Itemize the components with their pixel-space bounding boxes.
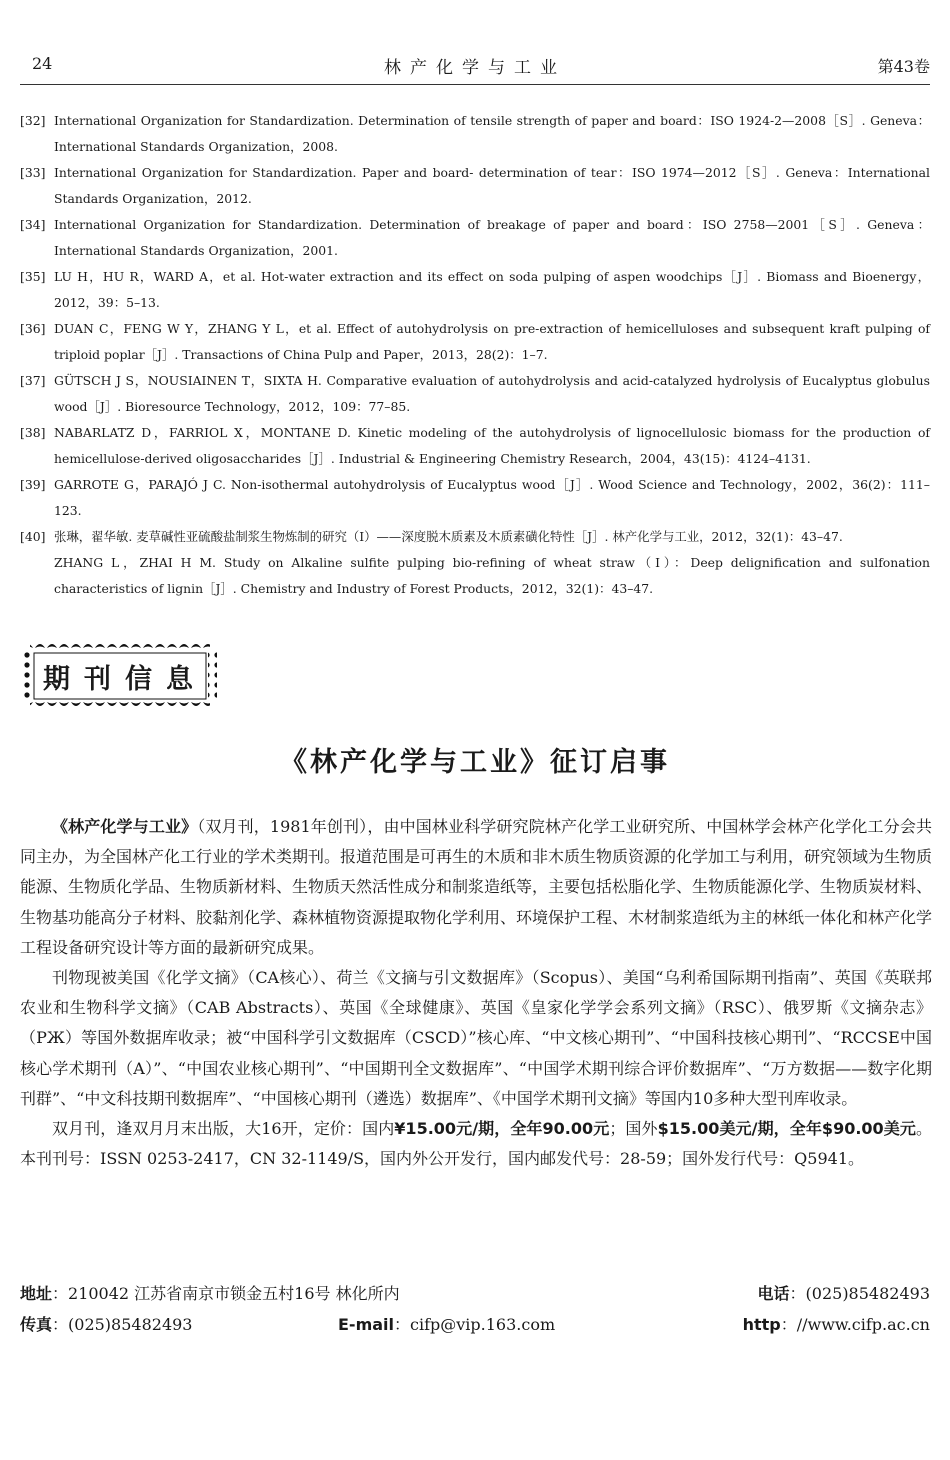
header-rule xyxy=(20,84,930,85)
phone-value: ：(025)85482493 xyxy=(789,1284,930,1303)
notice-paragraph-intro xyxy=(20,812,932,963)
volume-number: 第43卷 xyxy=(877,57,930,76)
reference-item xyxy=(20,524,930,602)
journal-name-bold: 《林产化学与工业》 xyxy=(52,817,198,836)
notice-title: 《林产化学与工业》征订启事 xyxy=(280,747,670,778)
reference-text-english: ZHANG L，ZHAI H M. Study on Alkaline sulfite pulping bio-refining of wheat straw（Ⅰ）：Deep delignification and sulfonation characteristics of lignin［J］. Chemistry and Industry of Forest Products，2012，32(1)：43–47. xyxy=(54,555,930,596)
domestic-price: ¥15.00元/期，全年90.00元 xyxy=(394,1119,610,1139)
website-value: ：//www.cifp.ac.cn xyxy=(780,1315,930,1334)
address xyxy=(20,1281,400,1304)
fax-label: 传真 xyxy=(20,1315,53,1334)
reference-text: LU H，HU R，WARD A，et al. Hot-water extraction and its effect on soda pulping of aspen woodchips［J］. Biomass and Bioenergy，2012，39：5–13. xyxy=(54,269,930,310)
reference-item xyxy=(20,264,930,316)
reference-text: GÜTSCH J S，NOUSIAINEN T，SIXTA H. Comparative evaluation of autohydrolysis and acid-catalyzed hydrolysis of Eucalyptus globulus wood［J］. Bioresource Technology，2012，109：77–85. xyxy=(54,373,930,414)
reference-number: [35] xyxy=(20,269,46,284)
website-label: http xyxy=(742,1315,781,1334)
reference-item xyxy=(20,108,930,160)
email xyxy=(338,1312,555,1335)
reference-item xyxy=(20,160,930,212)
reference-text: International Organization for Standardization. Determination of tensile strength of paper and board：ISO 1924-2—2008［S］. Geneva：International Standards Organization，2008. xyxy=(54,113,930,154)
contact-row-1 xyxy=(20,1281,930,1307)
reference-text: DUAN C，FENG W Y，ZHANG Y L，et al. Effect of autohydrolysis on pre-extraction of hemicelluloses and subsequent kraft pulping of triploid poplar［J］. Transactions of China Pulp and Paper，2013，28(2)：1–7. xyxy=(54,321,930,362)
subscription-text: 双月刊，逢双月月末出版，大16开，定价：国内 xyxy=(52,1119,395,1139)
phone xyxy=(758,1281,930,1304)
fax-value: ：(025)85482493 xyxy=(52,1315,193,1334)
phone-label: 电话 xyxy=(757,1284,790,1303)
reference-number: [39] xyxy=(20,477,46,492)
contact-row-2 xyxy=(20,1312,930,1338)
reference-item xyxy=(20,472,930,524)
issn-text: 。本刊刊号：ISSN 0253-2417，CN 32-1149/S，国内外公开发行，国内邮发代号：28-59；国外发行代号：Q5941。 xyxy=(20,1119,932,1169)
reference-item xyxy=(20,212,930,264)
page-number: 24 xyxy=(32,54,53,73)
notice-body xyxy=(20,812,932,1174)
reference-list xyxy=(20,108,930,602)
reference-number: [38] xyxy=(20,425,46,440)
reference-text: GARROTE G，PARAJÓ J C. Non-isothermal autohydrolysis of Eucalyptus wood［J］. Wood Science and Technology，2002，36(2)：111–123. xyxy=(54,477,930,518)
notice-paragraph-subscription xyxy=(20,1114,932,1174)
reference-number: [40] xyxy=(20,529,46,544)
subscription-text: ；国外 xyxy=(609,1119,658,1139)
reference-text: International Organization for Standardization. Determination of breakage of paper and board：ISO 2758—2001［S］. Geneva：International Standards Organization，2001. xyxy=(54,217,930,258)
running-header xyxy=(20,50,930,80)
reference-number: [34] xyxy=(20,217,46,232)
section-banner xyxy=(22,640,218,712)
intro-text: （双月刊，1981年创刊），由中国林业科学研究院林产化学工业研究所、中国林学会林产化学化工分会共同主办，为全国林产化工行业的学术类期刊。报道范围是可再生的木质和非木质生物质资源的化学加工与利用，研究领域为生物质能源、生物质化学品、生物质新材料、生物质天然活性成分和制浆造纸等，主要包括松脂化学、生物质能源化学、生物质炭材料、生物基功能高分子材料、胶黏剂化学、森林植物资源提取物化学利用、环境保护工程、木材制浆造纸为主的林纸一体化和林产化学工程设备研究设计等方面的最新研究成果。 xyxy=(20,817,933,957)
reference-number: [36] xyxy=(20,321,46,336)
website xyxy=(743,1312,930,1335)
reference-number: [32] xyxy=(20,113,46,128)
reference-text: 张琳，翟华敏. 麦草碱性亚硫酸盐制浆生物炼制的研究（Ⅰ）——深度脱木质素及木质素磺化特性［J］. 林产化学与工业，2012，32(1)：43–47. xyxy=(54,529,843,544)
address-value: ：210042 江苏省南京市锁金五村16号 林化所内 xyxy=(52,1284,400,1303)
reference-number: [37] xyxy=(20,373,46,388)
banner-label: 期刊信息 xyxy=(43,664,207,695)
reference-number: [33] xyxy=(20,165,46,180)
email-value: ：cifp@vip.163.com xyxy=(394,1315,556,1334)
foreign-price: $15.00美元/期，全年$90.00美元 xyxy=(657,1119,916,1139)
reference-item xyxy=(20,420,930,472)
notice-paragraph-indexing: 刊物现被美国《化学文摘》（CA核心）、荷兰《文摘与引文数据库》（Scopus）、美国“乌利希国际期刊指南”、英国《英联邦农业和生物科学文摘》（CAB Abstracts）、英国《全球健康》、英国《皇家化学学会系列文摘》（RSC）、俄罗斯《文摘杂志》（РЖ）等国外数据库收录；被“中国科学引文数据库（CSCD）”核心库、“中文核心期刊”、“中国科技核心期刊”、“RCCSE中国核心学术期刊（A）”、“中国农业核心期刊”、“中国期刊全文数据库”、“中国学术期刊综合评价数据库”、“万方数据——数字化期刊群”、“中文科技期刊数据库”、“中国核心期刊（遴选）数据库”、《中国学术期刊文摘》等国内10多种大型刊库收录。 xyxy=(20,968,932,1108)
reference-text: International Organization for Standardization. Paper and board- determination of tear：ISO 1974—2012［S］. Geneva：International Standards Organization，2012. xyxy=(54,165,930,206)
email-label: E-mail xyxy=(338,1315,395,1334)
fax xyxy=(20,1312,192,1335)
reference-item xyxy=(20,368,930,420)
reference-item xyxy=(20,316,930,368)
reference-text: NABARLATZ D，FARRIOL X，MONTANE D. Kinetic modeling of the autohydrolysis of lignocellulosic biomass for the production of hemicellulose-derived oligosaccharides［J］. Industrial & Engineering Chemistry Research，2004，43(15)：4124–4131. xyxy=(54,425,930,466)
address-label: 地址 xyxy=(20,1284,53,1303)
journal-title: 林产化学与工业 xyxy=(384,58,566,78)
